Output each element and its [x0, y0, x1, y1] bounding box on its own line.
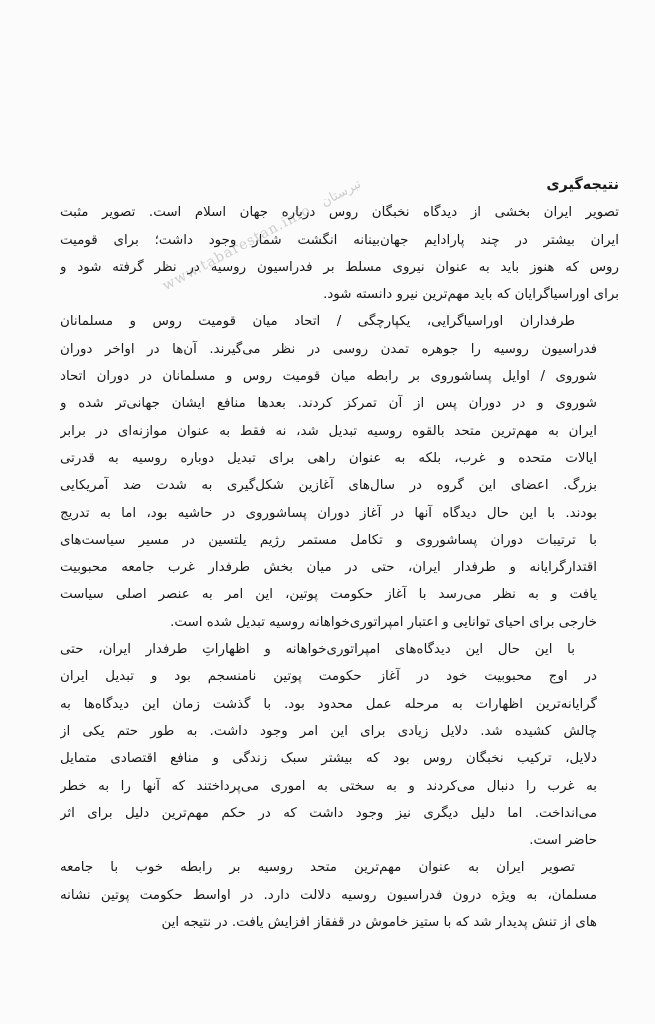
text-line: یافت و به نظر می‌رسد با آغاز حکومت پوتین، این امر به عنصر اصلی سیاست: [60, 587, 597, 603]
text-line: فدراسیون روسیه را جوهره تمدن روسی در نظر می‌گیرند. آن‌ها در اواخر دوران: [60, 341, 597, 357]
text-line: اقتدارگرایانه و طرفدار ایران، حتی در میان بخش طرفدار غرب جامعه محبوبیت: [60, 560, 597, 576]
paragraph: [60, 199, 619, 308]
text-line: تصویر ایران بخشی از دیدگاه نخبگان روس درباره جهان اسلام است. تصویر مثبت: [60, 205, 619, 221]
text-line: چالش کشیده شد. دلایل زیادی برای این امر وجود داشت. به طور حتم یکی از: [60, 723, 597, 739]
text-line: روس که هنوز باید به عنوان نیروی مسلط بر فدراسیون روسیه در نظر گرفته شود و: [60, 259, 619, 275]
text-line: های از تنش پدیدار شد که با ستیز خاموش در قفقاز افزایش یافت. در نتیجه این: [161, 915, 597, 931]
text-line: دلایل، ترکیب نخبگان روس بود که بیشتر سبک زندگی و منافع اقتصادی متمایل: [60, 751, 597, 767]
text-line: مسلمان، به ویژه درون فدراسیون روسیه دلالت دارد. در اواسط حکومت پوتین نشانه: [60, 887, 597, 903]
text-line: طرفداران اوراسیاگرایی، یکپارچگی / اتحاد میان قومیت روس و مسلمانان: [60, 314, 575, 330]
watermark-url: www.tabarestan.info: [160, 202, 314, 295]
text-line: تصویر ایران به عنوان مهم‌ترین متحد روسیه بر رابطه خوب با جامعه: [60, 860, 575, 876]
text-line: بودند. با این حال دیدگاه آنها در آغاز دوران پساشوروی در حاشیه بود، اما به تدریج: [60, 505, 597, 521]
text-line: با ترتیبات دوران پساشوروی و تکامل مستمر رژیم یلتسین در مسیر سیاست‌های: [60, 532, 597, 548]
text-line: به غرب را دنبال می‌کردند و به سختی به اموری می‌پرداختند که آنها را به خطر: [60, 778, 597, 794]
text-line: می‌انداخت. اما دلیل دیگری نیز وجود داشت که در حکم مهم‌ترین دلیل برای اثر: [60, 805, 597, 821]
text-line: بزرگ. اعضای این گروه در سال‌های آغازین شکل‌گیری به شدت ضد آمریکایی: [60, 478, 597, 494]
text-line: شوروی / اوایل پساشوروی بر رابطه میان قومیت روس و مسلمانان در دوران اتحاد: [60, 369, 597, 385]
paragraph: [60, 308, 619, 636]
text-line: برای اوراسیاگرایان که باید مهم‌ترین نیرو دانسته شود.: [323, 287, 619, 303]
text-line: حاضر است.: [529, 833, 597, 849]
document-body: [60, 172, 619, 936]
text-line: با این حال این دیدگاه‌های امپراتوری‌خواهانه و اظهاراتِ طرفدار ایران، حتی: [60, 642, 575, 658]
paragraph: [60, 854, 619, 936]
section-heading: نتیجه‌گیری: [546, 177, 619, 193]
paragraph-container: [60, 199, 619, 936]
text-line: ایالات متحده و غرب، بلکه به عنوان راهی برای تبدیل دوباره روسیه به قدرتی: [60, 450, 597, 466]
text-line: خارجی برای احیای توانایی و اعتبار امپراتوری‌خواهانه روسیه تبدیل شده است.: [170, 614, 597, 630]
text-line: در اوج محبوبیت خود در آغاز حکومت پوتین نامنسجم بود و تبدیل ایران: [60, 669, 597, 685]
text-line: ایران به مهم‌ترین متحد بالقوه روسیه تبدیل شد، نه فقط به عنوان موازنه‌ای در برابر: [60, 423, 597, 439]
text-line: شوروی و در دوران پس از آن تمرکز کردند. بعدها منافع ایشان جهانی‌تر شده و: [60, 396, 597, 412]
text-line: ایران بیشتر در چند پارادایم جهان‌بینانه انگشت شمار وجود داشت؛ برای قومیت: [60, 232, 619, 248]
text-line: گرایانه‌ترین اظهارات به مرحله عمل محدود بود. با گذشت زمان این دیدگاه‌ها به: [60, 696, 597, 712]
paragraph: [60, 636, 619, 854]
watermark-label: تبرستان: [318, 176, 364, 211]
